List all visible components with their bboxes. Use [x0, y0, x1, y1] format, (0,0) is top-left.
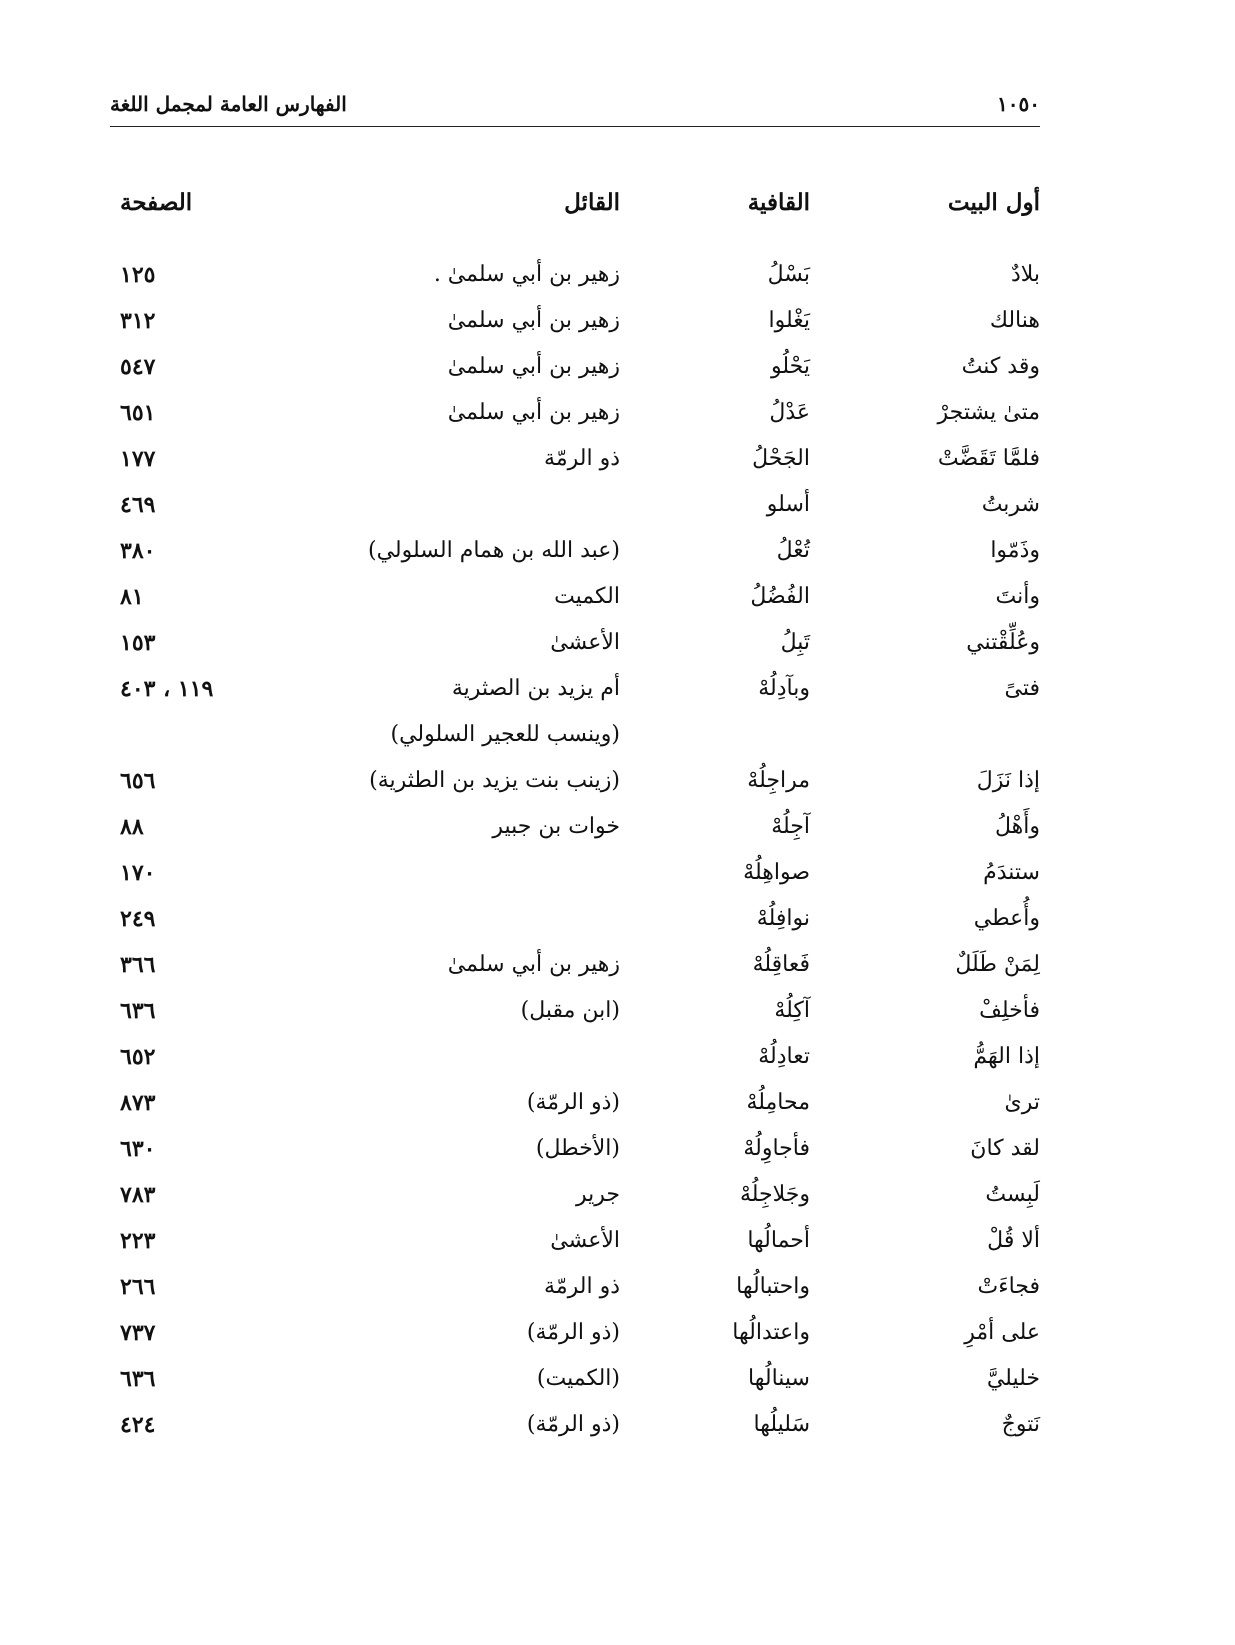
- first-word: خليليَّ: [986, 1366, 1040, 1391]
- rhyme: مراجِلُهْ: [747, 768, 810, 793]
- table-row: [110, 666, 1040, 712]
- poet: الأعشىٰ: [550, 1228, 620, 1253]
- rhyme: سَليلُها: [753, 1412, 810, 1437]
- poet: (الكميت): [536, 1366, 620, 1391]
- table-row: [110, 1034, 1040, 1080]
- table-row: [110, 620, 1040, 666]
- first-word: وأُعطي: [973, 906, 1040, 931]
- page-ref: ٨٨: [120, 814, 144, 840]
- first-word: فلمَّا تَقَضَّتْ: [937, 446, 1040, 471]
- poet: (الأخطل): [535, 1136, 620, 1161]
- page-ref: ٣٦٦: [120, 952, 156, 978]
- rhyme: تُعْلُ: [776, 538, 810, 563]
- rhyme: وبآدِلُهْ: [758, 676, 810, 701]
- column-header-poet: القائل: [564, 189, 620, 216]
- table-header: [110, 180, 1040, 226]
- page-ref: ٣١٢: [120, 308, 156, 334]
- page-ref: ١٧٧: [120, 446, 156, 472]
- table-row: [110, 482, 1040, 528]
- table-row: [110, 758, 1040, 804]
- page-ref: ٦٣٠: [120, 1136, 156, 1162]
- page-number: ١٠٥٠: [997, 92, 1040, 116]
- rhyme: تعادِلُهْ: [758, 1044, 810, 1069]
- table-row: [110, 1080, 1040, 1126]
- rhyme: آكِلُهْ: [774, 998, 810, 1023]
- rhyme: سينالُها: [748, 1366, 810, 1391]
- table-row: [110, 1310, 1040, 1356]
- first-word: وعُلِّقْتني: [966, 630, 1040, 655]
- first-word: لِمَنْ طَلَلٌ: [955, 952, 1040, 977]
- table-row: [110, 850, 1040, 896]
- first-word: وذَمّوا: [990, 538, 1040, 563]
- poet: زهير بن أبي سلمىٰ: [447, 354, 620, 379]
- rhyme: يَغْلوا: [768, 308, 810, 333]
- poet: الكميت: [554, 584, 620, 609]
- rhyme: يَحْلُو: [771, 354, 810, 379]
- page-ref: ٨١: [120, 584, 144, 610]
- first-word: لَبِستُ: [985, 1182, 1040, 1207]
- table-row: [110, 1356, 1040, 1402]
- column-header-page: الصفحة: [120, 189, 193, 216]
- first-word: نَتوجٌ: [1001, 1412, 1040, 1437]
- table-row: [110, 344, 1040, 390]
- table-row: [110, 804, 1040, 850]
- poet: جرير: [576, 1182, 620, 1207]
- table-row: [110, 436, 1040, 482]
- table-row: [110, 712, 1040, 758]
- first-word: ستندَمُ: [983, 860, 1040, 885]
- page-ref: ١٧٠: [120, 860, 156, 886]
- page-ref: ٢٢٣: [120, 1228, 156, 1254]
- table-row: [110, 574, 1040, 620]
- first-word: وأنتَ: [995, 584, 1040, 609]
- rhyme: عَدْلُ: [769, 400, 810, 425]
- table-row: [110, 896, 1040, 942]
- table-row: [110, 252, 1040, 298]
- page-ref: ٨٧٣: [120, 1090, 156, 1116]
- page-ref: ٦٥١: [120, 400, 156, 426]
- first-word: هنالك: [989, 308, 1040, 333]
- page-ref: ١٥٣: [120, 630, 156, 656]
- rhyme: الجَحْلُ: [752, 446, 810, 471]
- rhyme: صواهِلُهْ: [743, 860, 810, 885]
- first-word: وأَهْلُ: [995, 814, 1040, 839]
- poet: خوات بن جبير: [492, 814, 620, 839]
- page-ref: ٢٤٩: [120, 906, 156, 932]
- first-word: شربتُ: [981, 492, 1040, 517]
- poet: زهير بن أبي سلمىٰ .: [433, 262, 620, 287]
- page-ref: ١٢٥: [120, 262, 156, 288]
- page-ref: ١١٩ ، ٤٠٣: [120, 676, 214, 702]
- page-ref: ٦٥٢: [120, 1044, 156, 1070]
- running-title: الفهارس العامة لمجمل اللغة: [110, 92, 347, 116]
- first-word: متىٰ يشتجرْ: [937, 400, 1040, 425]
- page-ref: ٧٣٧: [120, 1320, 156, 1346]
- table-row: [110, 942, 1040, 988]
- table-row: [110, 1402, 1040, 1448]
- rhyme: واحتبالُها: [736, 1274, 810, 1299]
- rhyme: آجِلُهْ: [771, 814, 810, 839]
- page-ref: ٦٣٦: [120, 998, 156, 1024]
- rhyme: فَعاقِلُهْ: [752, 952, 810, 977]
- page-ref: ٧٨٣: [120, 1182, 156, 1208]
- column-header-first: أول البيت: [947, 189, 1040, 216]
- column-header-rhyme: القافية: [747, 189, 810, 216]
- poet: زهير بن أبي سلمىٰ: [447, 952, 620, 977]
- first-word: إذا نَزَلَ: [976, 768, 1040, 793]
- rhyme: بَسْلُ: [767, 262, 810, 287]
- first-word: ترىٰ: [1004, 1090, 1040, 1115]
- poet: ذو الرمّة: [544, 1274, 620, 1299]
- first-word: إذا الهَمُّ: [973, 1044, 1040, 1069]
- poet: أم يزيد بن الصثرية: [451, 676, 620, 701]
- page-ref: ٦٥٦: [120, 768, 156, 794]
- rhyme: محامِلُهْ: [746, 1090, 810, 1115]
- table-row: [110, 298, 1040, 344]
- page-ref: ٤٢٤: [120, 1412, 156, 1438]
- rhyme: فأجاوِلُهْ: [743, 1136, 810, 1161]
- rhyme: وجَلاجِلُهْ: [739, 1182, 810, 1207]
- first-word: لقد كانَ: [970, 1136, 1040, 1161]
- first-word: على أمْرِ: [964, 1320, 1040, 1345]
- rhyme: الفُضُلُ: [750, 584, 810, 609]
- page-ref: ٢٦٦: [120, 1274, 156, 1300]
- running-header: [110, 92, 1040, 127]
- rhyme: أسلو: [766, 492, 810, 517]
- first-word: بلادٌ: [1010, 262, 1040, 287]
- poet: (ابن مقبل): [520, 998, 620, 1023]
- poet: زهير بن أبي سلمىٰ: [447, 400, 620, 425]
- page-ref: ٥٤٧: [120, 354, 156, 380]
- first-word: وقد كنتُ: [961, 354, 1040, 379]
- poet: (ذو الرمّة): [526, 1320, 620, 1345]
- first-word: فجاءَتْ: [977, 1274, 1040, 1299]
- page-ref: ٤٦٩: [120, 492, 156, 518]
- poet: ذو الرمّة: [544, 446, 620, 471]
- page-ref: ٣٨٠: [120, 538, 156, 564]
- rhyme: أحمالُها: [747, 1228, 810, 1253]
- poet: (ذو الرمّة): [526, 1090, 620, 1115]
- poet: (وينسب للعجير السلولي): [390, 722, 620, 747]
- table-row: [110, 1172, 1040, 1218]
- poet: (زينب بنت يزيد بن الطثرية): [369, 768, 620, 793]
- table-row: [110, 1126, 1040, 1172]
- first-word: فأخلِفْ: [979, 998, 1040, 1023]
- first-word: ألا قُلْ: [987, 1228, 1040, 1253]
- poet: الأعشىٰ: [550, 630, 620, 655]
- first-word: فتىً: [1004, 676, 1040, 701]
- rhyme: واعتدالُها: [732, 1320, 810, 1345]
- table-row: [110, 988, 1040, 1034]
- poet: (ذو الرمّة): [526, 1412, 620, 1437]
- rhyme: نوافِلُهْ: [756, 906, 810, 931]
- table-row: [110, 1218, 1040, 1264]
- poet: (عبد الله بن همام السلولي): [368, 538, 620, 563]
- table-row: [110, 390, 1040, 436]
- poet: زهير بن أبي سلمىٰ: [447, 308, 620, 333]
- table-row: [110, 528, 1040, 574]
- page-ref: ٦٣٦: [120, 1366, 156, 1392]
- table-row: [110, 1264, 1040, 1310]
- rhyme: تَبِلُ: [780, 630, 810, 655]
